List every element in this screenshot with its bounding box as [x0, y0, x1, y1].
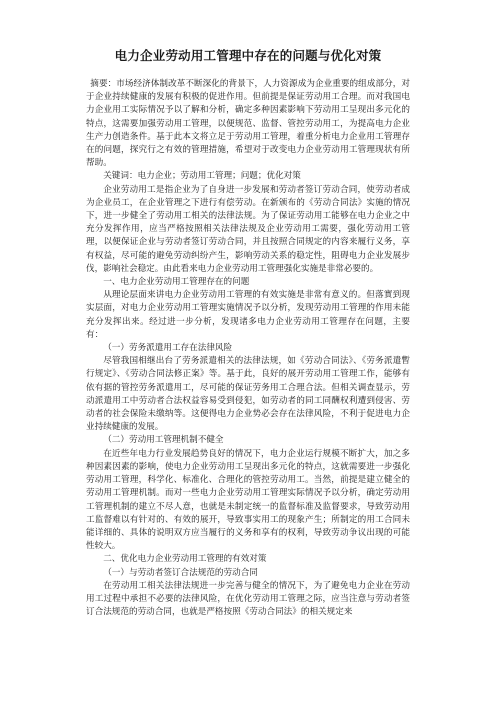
body-paragraph: 关键词：电力企业；劳动用工管理；问题；优化对策 — [103, 171, 301, 182]
section-heading: （一）劳务派遣用工存在法律风险 — [103, 343, 233, 354]
body-paragraph: 在劳动用工相关法律法规进一步完善与健全的情况下，为了避免电力企业在劳动用工过程中承担不必要的法律风险，在优化劳动用工管理之际，应当注意与劳动者签订合法规范的劳动合同，也就是严格按照《劳动合同法》的相关规定来 — [86, 580, 410, 618]
body-paragraph: 企业劳动用工是指企业为了自身进一步发展和劳动者签订劳动合同，使劳动者成为企业员工，在企业管理之下进行有偿劳动。在新颁布的《劳动合同法》实施的情况下，进一步健全了劳动用工相关的法律法规。为了保证劳动用工能够在电力企业之中充分发挥作用，应当严格按照相关法律法规及企业劳动用工需要，强化劳动用工管理，以便保证企业与劳动者签订劳动合同，并且按照合同规定的内容来履行义务，享有权益，尽可能的避免劳动纠纷产生，影响劳动关系的稳定性，阻碍电力企业发展步伐，影响社会稳定。由此看来电力企业劳动用工管理强化实施是非常必要的。 — [86, 184, 410, 274]
section-heading: （二）劳动用工管理机制不健全 — [103, 435, 224, 446]
section-heading: 二、优化电力企业劳动用工管理的有效对策 — [103, 554, 267, 565]
body-paragraph: 在近些年电力行业发展趋势良好的情况下，电力企业运行规模不断扩大，加之多种因素因素的影响，使电力企业劳动用工呈现出多元化的特点，这就需要进一步强化劳动用工管理，科学化、标准化、合理化的管控劳动用工。当然，前提是建立健全的劳动用工管理机制。而对一些电力企业劳动用工管理实际情况予以分析，确定劳动用工管理机制的建立不尽人意，也就是未制定统一的监督标准及监督要求，导致劳动用工监督难以有针对的、有效的展开，导致事实用工的现象产生；所制定的用工合同未能详细的、具体的说明双方应当履行的义务和享有的权利，导致劳动争议出现的可能性较大。 — [86, 448, 410, 552]
body-paragraph: 尽管我国相继出台了劳务派遣相关的法律法规，如《劳动合同法》、《劳务派遣暫行规定》、《劳动合同法修正案》等。基于此，良好的展开劳动用工管理工作，能够有依有据的管控劳务派遣用工，尽可能的保证劳务用工合理合法。但相关调查显示，劳动派遣用工中劳动者合法权益容易受到侵犯，如劳动者的同工同酬权利遭到侵害、劳动者的社会保险未缴纳等。这便得电力企业势必会存在法律风险，不利于促进电力企业持续健康的发展。 — [86, 356, 410, 433]
abstract-paragraph: 摘要：市场经济体制改革不断深化的背景下，人力资源成为企业重要的组成部分，对于企业持续健康的发展有积极的促进作用。但前提是保证劳动用工合理。而对我国电力企业用工实际情况予以了解和分析，确定多种因素影响下劳动用工呈现出多元化的特点，这需要加强劳动用工管理，以便规范、监督、管控劳动用工，为提高电力企业生产力创造条件。基于此本文将立足于劳动用工管理，着重分析电力企业用工管理存在的问题，探究行之有效的管理措施，希望对于改变电力企业劳动用工管理现状有所帮助。 — [86, 79, 410, 169]
body-paragraph: 从理论层面来讲电力企业劳动用工管理的有效实施是非常有意义的。但落實到现实层面，对电力企业劳动用工管理实施情况予以分析，发现劳动用工管理的作用未能充分发挥出来。经过进一步分析，发现诸多电力企业劳动用工管理存在问题，主要有： — [86, 290, 410, 340]
document-body — [86, 78, 410, 619]
section-heading: （一）与劳动者签订合法规范的劳动合同 — [103, 567, 258, 578]
section-heading: 一、电力企业劳动用工管理存在的问题 — [103, 277, 250, 288]
document-title: 电力企业劳动用工管理中存在的问题与优化对策 — [114, 48, 382, 63]
